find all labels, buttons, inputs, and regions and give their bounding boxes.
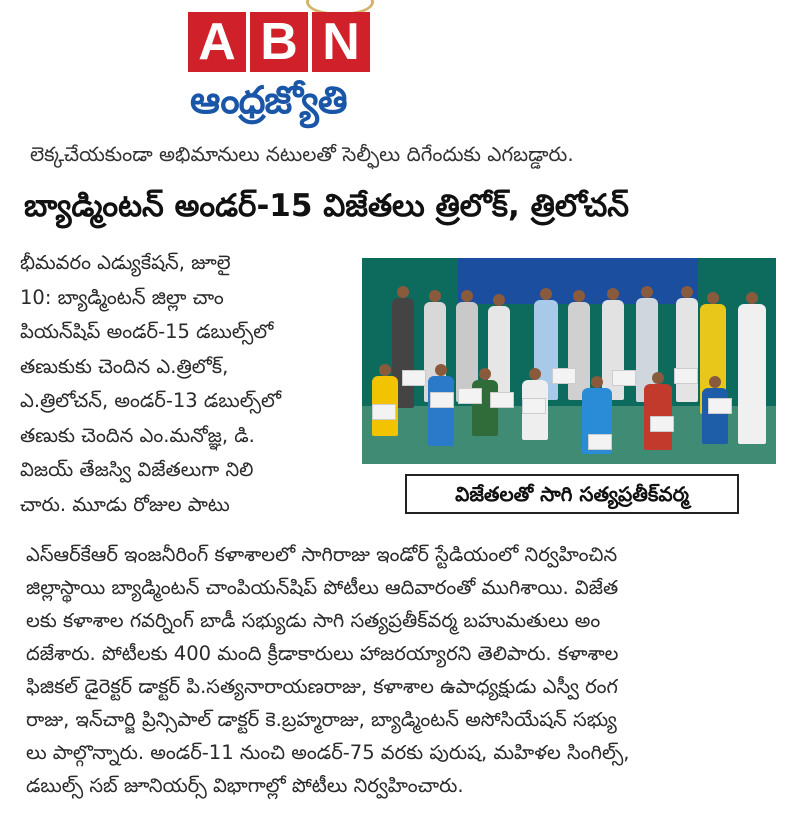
- left-line: తణుకుకు చెందిన ఎ.త్రిలోక్,: [20, 354, 229, 378]
- left-line: చారు. మూడు రోజుల పాటు: [20, 492, 230, 516]
- winners-photo: [362, 258, 776, 464]
- abn-letters: [188, 12, 370, 72]
- photo-caption: విజేతలతో సాగి సత్యప్రతీక్‌వర్మ: [405, 474, 739, 514]
- body-line: ఫిజికల్ డైరెక్టర్ డాక్టర్ పి.సత్యనారాయణరాజు, కళాశాల ఉపాధ్యక్షుడు ఎస్వీ రంగ: [26, 675, 618, 698]
- logo-letter-b: B: [250, 12, 308, 72]
- abn-logo: [188, 0, 388, 130]
- body-line: ఎస్‌ఆర్‌కేఆర్ ఇంజనీరింగ్ కళాశాలలో సాగిరాజు ఇండోర్ స్టేడియంలో నిర్వహించిన: [26, 543, 618, 566]
- left-column-text: [20, 246, 350, 522]
- logo-letter-a: A: [188, 12, 246, 72]
- body-line: దజేశారు. పోటీలకు 400 మంది క్రీడాకారులు హాజరయ్యారని తెలిపారు. కళాశాల: [26, 642, 619, 665]
- preceding-article-line: లెక్కచేయకుండా అభిమానులు నటులతో సెల్ఫీలు దిగేందుకు ఎగబడ్డారు.: [30, 142, 574, 166]
- logo-letter-n: N: [312, 12, 370, 72]
- andhrajyothy-wordmark: ఆంధ్రజ్యోతి: [190, 78, 347, 122]
- left-line: భీమవరం ఎడ్యుకేషన్, జూలై: [20, 251, 231, 274]
- left-line: ఎ.త్రిలోచన్, అండర్-13 డబుల్స్‌లో: [20, 389, 282, 412]
- body-line: లు పాల్గొన్నారు. అండర్-11 నుంచి అండర్-75 వరకు పురుష, మహిళల సింగిల్స్,: [26, 741, 630, 764]
- masthead: [0, 0, 790, 140]
- body-line: రాజు, ఇన్‌చార్జి ప్రిన్సిపాల్ డాక్టర్ కె.బ్రహ్మరాజు, బ్యాడ్మింటన్ అసోసియేషన్ సభ్యు: [26, 708, 617, 731]
- left-line: పియన్‌షిప్ అండర్-15 డబుల్స్‌లో: [20, 320, 274, 343]
- body-line: లకు కళాశాల గవర్నింగ్ బాడీ సభ్యుడు సాగి సత్యప్రతీక్‌వర్మ బహుమతులు అం: [26, 609, 601, 632]
- body-line: జిల్లాస్థాయి బ్యాడ్మింటన్ చాంపియన్‌షిప్ పోటీలు ఆదివారంతో ముగిశాయి. విజేత: [26, 576, 619, 599]
- left-line: తణుకు చెందిన ఎం.మనోజ్ఞ, డి.: [20, 423, 255, 447]
- body-line: డబుల్స్ సబ్ జూనియర్స్ విభాగాల్లో పోటీలు నిర్వహించారు.: [26, 774, 464, 797]
- left-line: 10: బ్యాడ్మింటన్ జిల్లా చాం: [20, 285, 224, 309]
- article-headline: బ్యాడ్మింటన్ అండర్-15 విజేతలు త్రిలోక్, త్రిలోచన్: [24, 188, 630, 224]
- left-line: విజయ్ తేజస్వి విజేతలుగా నిలి: [20, 458, 254, 481]
- full-width-text: [26, 538, 774, 802]
